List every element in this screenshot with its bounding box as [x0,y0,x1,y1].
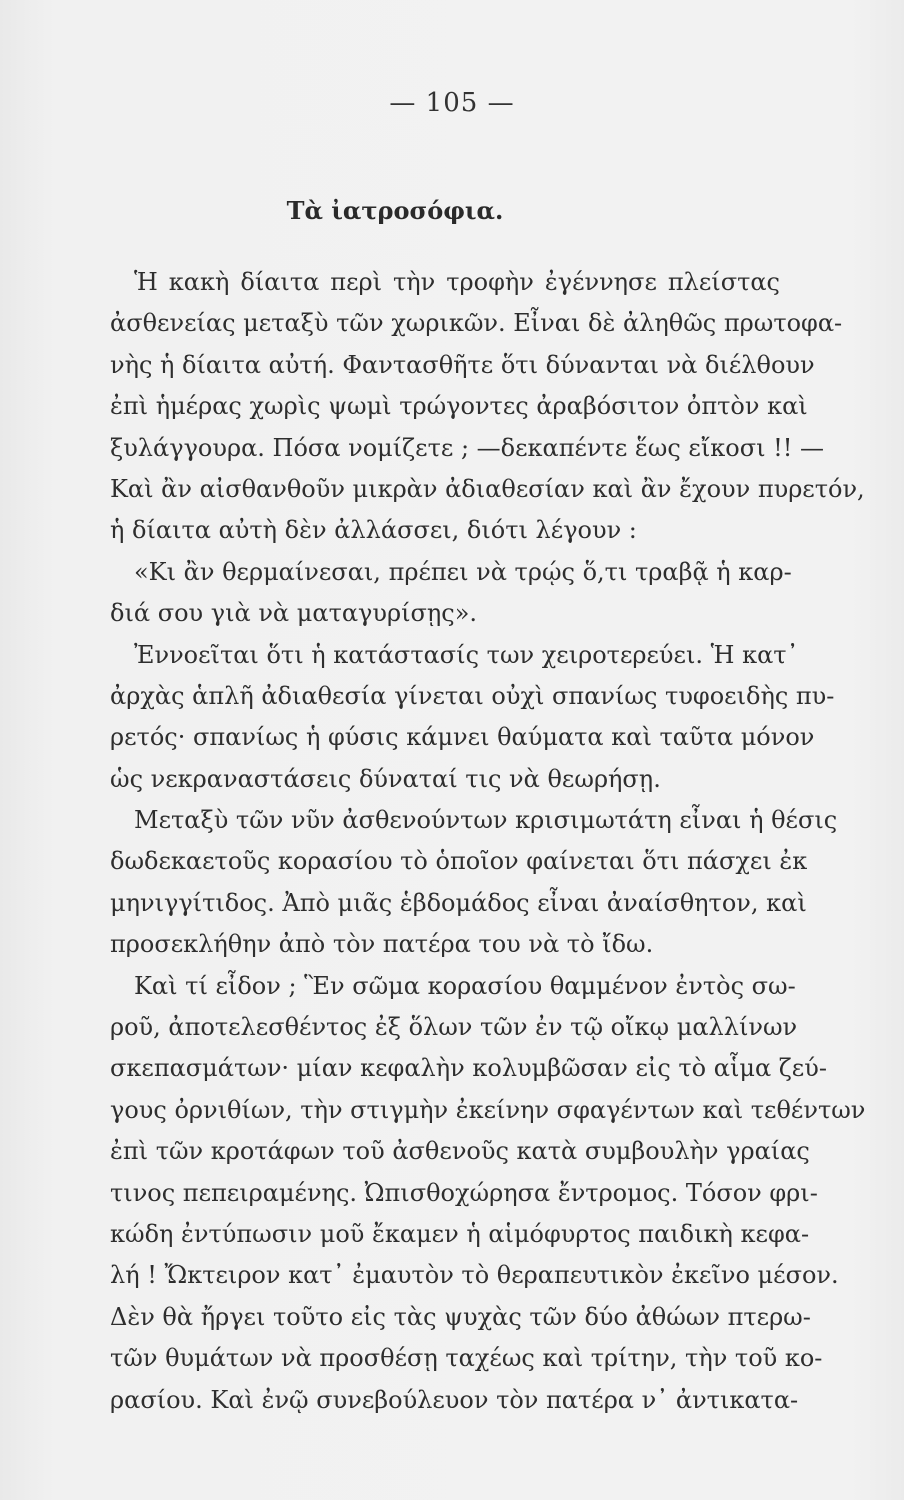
text-line: Ἐννοεῖται ὅτι ἡ κατάστασίς των χειροτερεύει. Ἡ κατ᾽ [134,640,799,669]
text-line: δωδεκαετοῦς κορασίου τὸ ὁποῖον φαίνεται ὅτι πάσχει ἐκ [110,847,808,876]
text-line: Μεταξὺ τῶν νῦν ἀσθενούντων κρισιμωτάτη εἶναι ἡ θέσις [134,806,838,835]
page-number: — 105 — [389,88,515,118]
chapter-heading: Τὰ ἰατροσόφια. [286,196,504,225]
text-line: ρετός· σπανίως ἡ φύσις κάμνει θαύματα καὶ ταῦτα μόνον [110,723,815,752]
text-line: ἐπὶ τῶν κροτάφων τοῦ ἀσθενοῦς κατὰ συμβουλὴν γραίας [110,1137,810,1166]
text-line: σκεπασμάτων· μίαν κεφαλὴν κολυμβῶσαν εἰς τὸ αἷμα ζεύ- [110,1054,827,1083]
text-line: ὡς νεκραναστάσεις δύναταί τις νὰ θεωρήσῃ. [110,764,661,793]
text-line: ἐπὶ ἡμέρας χωρὶς ψωμὶ τρώγοντες ἀραβόσιτον ὀπτὸν καὶ [110,392,808,421]
text-line: προσεκλήθην ἀπὸ τὸν πατέρα του νὰ τὸ ἴδω. [110,930,654,959]
text-line: ἡ δίαιτα αὐτὴ δὲν ἀλλάσσει, διότι λέγουν : [110,516,637,545]
text-line: τῶν θυμάτων νὰ προσθέσῃ ταχέως καὶ τρίτην, τὴν τοῦ κο- [110,1344,823,1373]
text-line: νὴς ἡ δίαιτα αὐτή. Φαντασθῆτε ὅτι δύνανται νὰ διέλθουν [110,350,815,379]
text-line: ροῦ, ἀποτελεσθέντος ἐξ ὅλων τῶν ἐν τῷ οἴκῳ μαλλίνων [110,1013,798,1042]
text-line: Δὲν θὰ ἤργει τοῦτο εἰς τὰς ψυχὰς τῶν δύο ἀθώων πτερω- [110,1302,811,1331]
text-line: τινος πεπειραμένης. Ὠπισθοχώρησα ἔντρομος. Τόσον φρι- [110,1178,818,1207]
text-line: Καὶ ἂν αἰσθανθοῦν μικρὰν ἀδιαθεσίαν καὶ ἂν ἔχουν πυρετόν, [110,474,865,503]
text-line: «Κι ἂν θερμαίνεσαι, πρέπει νὰ τρῴς ὅ,τι τραβᾷ ἡ καρ- [134,557,792,586]
text-line: ἀρχὰς ἁπλῆ ἀδιαθεσία γίνεται οὐχὶ σπανίως τυφοειδὴς πυ- [110,681,835,710]
text-line: μηνιγγίτιδος. Ἀπὸ μιᾶς ἑβδομάδος εἶναι ἀναίσθητον, καὶ [110,888,807,917]
text-line: γους ὀρνιθίων, τὴν στιγμὴν ἐκείνην σφαγέντων καὶ τεθέντων [110,1095,866,1124]
text-line: Ἡ κακὴ δίαιτα περὶ τὴν τροφὴν ἐγέννησε πλείστας [134,268,780,296]
body-text [110,262,866,1421]
text-line: ἀσθενείας μεταξὺ τῶν χωρικῶν. Εἶναι δὲ ἀληθῶς πρωτοφα- [110,309,843,338]
text-line: κώδη ἐντύπωσιν μοῦ ἔκαμεν ἡ αἱμόφυρτος παιδικὴ κεφα- [110,1219,810,1248]
text-line: Καὶ τί εἶδον ; Ἓν σῶμα κορασίου θαμμένον ἐντὸς σω- [134,971,796,1000]
text-line: διά σου γιὰ νὰ ματαγυρίσῃς». [110,599,478,628]
text-line: ξυλάγγουρα. Πόσα νομίζετε ; —δεκαπέντε ἕως εἴκοσι !! — [110,433,825,462]
text-line: λή ! Ὤκτειρον κατ᾽ ἐμαυτὸν τὸ θεραπευτικὸν ἐκεῖνο μέσον. [110,1261,839,1290]
text-line: ρασίου. Καὶ ἐνῷ συνεβούλευον τὸν πατέρα ν᾽ ἀντικατα- [110,1385,799,1414]
